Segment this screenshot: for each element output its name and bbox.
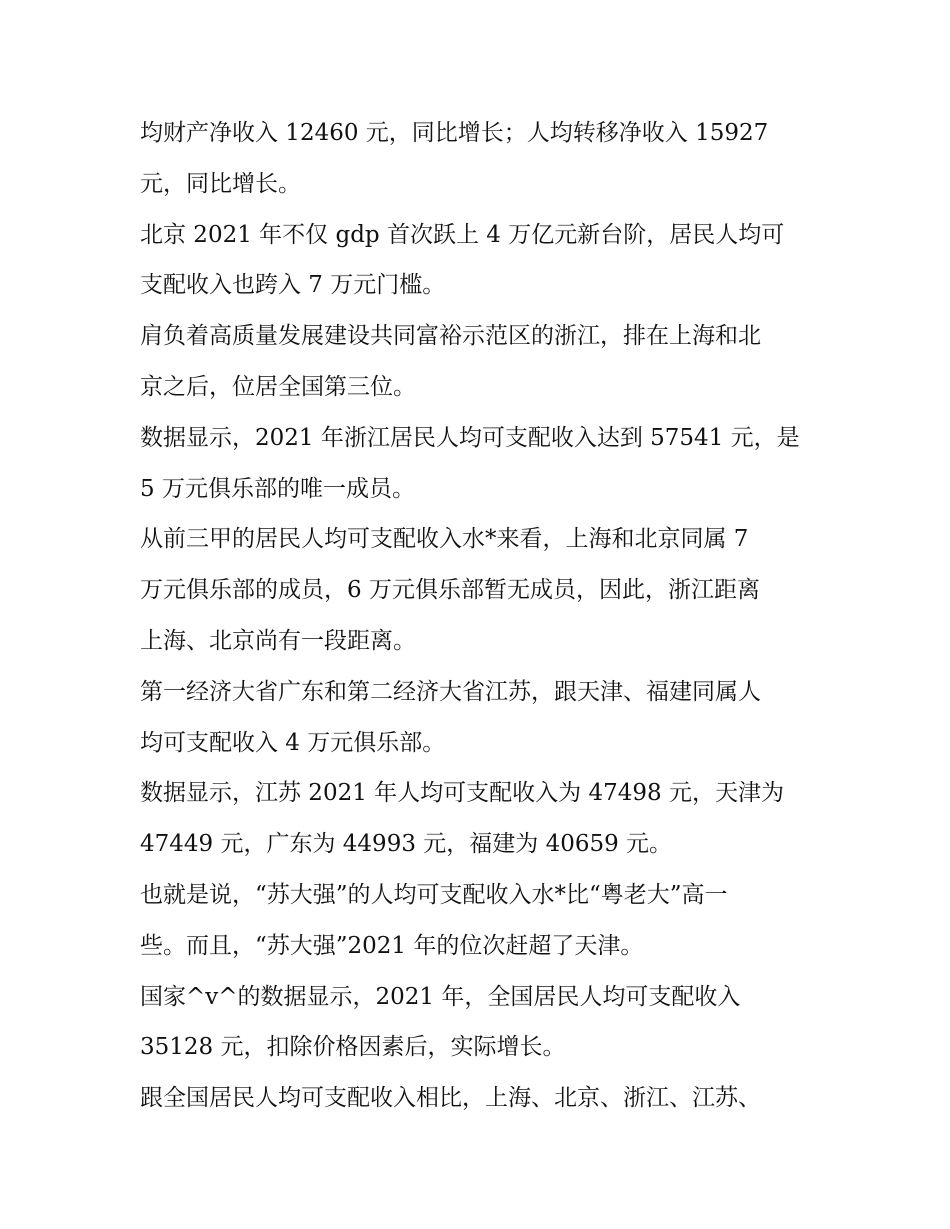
text-line: 47449 元，广东为 44993 元，福建为 40659 元。 bbox=[140, 831, 673, 858]
text-line: 第一经济大省广东和第二经济大省江苏，跟天津、福建同属人 bbox=[140, 678, 761, 705]
text-line: 肩负着高质量发展建设共同富裕示范区的浙江，排在上海和北 bbox=[140, 323, 761, 350]
document-body bbox=[140, 108, 830, 1124]
text-line: 国家^v^的数据显示，2021 年，全国居民人均可支配收入 bbox=[140, 983, 741, 1010]
text-line: 北京 2021 年不仅 gdp 首次跃上 4 万亿元新台阶，居民人均可 bbox=[140, 221, 785, 248]
text-line: 元，同比增长。 bbox=[140, 170, 301, 197]
text-line: 上海、北京尚有一段距离。 bbox=[140, 627, 416, 654]
text-line: 均可支配收入 4 万元俱乐部。 bbox=[140, 729, 446, 756]
text-line: 均财产净收入 12460 元，同比增长；人均转移净收入 15927 bbox=[140, 120, 769, 146]
text-line: 支配收入也跨入 7 万元门槛。 bbox=[140, 272, 446, 299]
text-line: 从前三甲的居民人均可支配收入水*来看，上海和北京同属 7 bbox=[140, 526, 749, 553]
text-line: 数据显示，江苏 2021 年人均可支配收入为 47498 元，天津为 bbox=[140, 780, 784, 807]
text-line: 些。而且，“苏大强”2021 年的位次赶超了天津。 bbox=[140, 932, 644, 959]
text-line: 跟全国居民人均可支配收入相比，上海、北京、浙江、江苏、 bbox=[140, 1085, 761, 1112]
text-line: 也就是说，“苏大强”的人均可支配收入水*比“粤老大”高一 bbox=[140, 881, 728, 908]
text-line: 35128 元，扣除价格因素后，实际增长。 bbox=[140, 1034, 566, 1061]
text-line: 京之后，位居全国第三位。 bbox=[140, 373, 416, 400]
text-line: 5 万元俱乐部的唯一成员。 bbox=[140, 475, 415, 502]
text-line: 万元俱乐部的成员，6 万元俱乐部暂无成员，因此，浙江距离 bbox=[140, 577, 760, 604]
text-line: 数据显示，2021 年浙江居民人均可支配收入达到 57541 元，是 bbox=[140, 424, 800, 451]
